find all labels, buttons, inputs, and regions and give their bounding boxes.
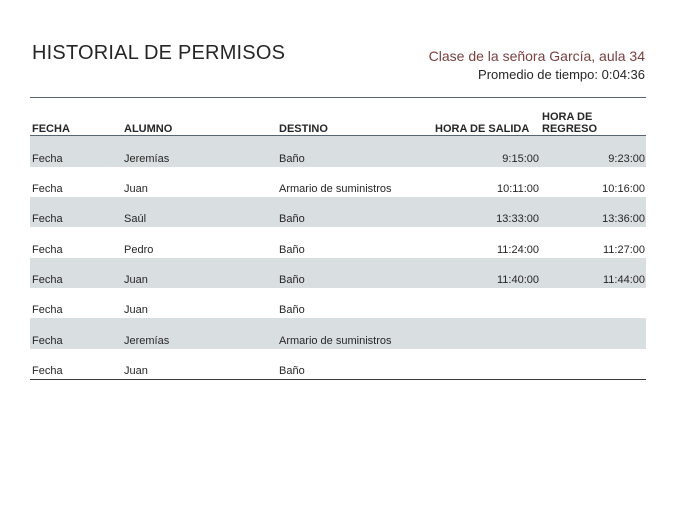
cell-destino[interactable]: Baño [277,258,433,288]
cell-alumno[interactable]: Jeremías [122,318,277,348]
cell-regreso[interactable] [540,318,646,348]
table-row [30,197,646,227]
cell-destino[interactable]: Baño [277,136,433,167]
column-header-fecha[interactable]: FECHA [30,111,122,136]
header-divider [30,97,646,98]
table-row [30,258,646,288]
cell-salida[interactable]: 9:15:00 [433,136,540,167]
cell-regreso[interactable] [540,288,646,318]
cell-alumno[interactable]: Juan [122,349,277,379]
average-time-label: Promedio de tiempo: [478,67,598,82]
cell-salida[interactable]: 11:40:00 [433,258,540,288]
cell-destino[interactable]: Armario de suministros [277,318,433,348]
table-row [30,318,646,348]
cell-salida[interactable] [433,288,540,318]
cell-salida[interactable]: 11:24:00 [496,243,539,256]
cell-salida[interactable] [433,349,540,379]
cell-regreso[interactable]: 11:27:00 [602,243,645,256]
hall-pass-table [30,111,646,380]
cell-salida[interactable]: 13:33:00 [433,197,540,227]
cell-alumno[interactable]: Pedro [124,243,154,256]
table-row [30,167,646,197]
table-row [30,136,646,167]
cell-regreso[interactable]: 11:44:00 [540,258,646,288]
cell-regreso[interactable]: 10:16:00 [602,182,645,195]
cell-alumno[interactable]: Jeremías [122,136,277,167]
cell-regreso[interactable]: 9:23:00 [540,136,646,167]
cell-fecha[interactable]: Fecha [30,136,122,167]
cell-salida[interactable] [433,318,540,348]
cell-alumno[interactable]: Juan [124,182,148,195]
average-time-value: 0:04:36 [601,67,645,82]
cell-fecha[interactable]: Fecha [32,243,63,256]
cell-fecha[interactable]: Fecha [30,258,122,288]
cell-destino[interactable]: Baño [279,304,305,317]
column-header-hora-regreso[interactable]: HORA DE REGRESO [540,111,646,136]
cell-fecha[interactable]: Fecha [30,197,122,227]
cell-alumno[interactable]: Juan [122,258,277,288]
cell-fecha[interactable]: Fecha [32,304,63,317]
cell-fecha[interactable]: Fecha [30,318,122,348]
cell-destino[interactable]: Armario de suministros [279,182,392,195]
column-header-hora-salida[interactable]: HORA DE SALIDA [433,111,540,136]
cell-alumno[interactable]: Juan [124,304,148,317]
cell-destino[interactable]: Baño [277,349,433,379]
cell-destino[interactable]: Baño [277,197,433,227]
page-title: HISTORIAL DE PERMISOS [32,42,286,64]
cell-fecha[interactable]: Fecha [32,182,63,195]
table-row [30,288,646,318]
class-info: Clase de la señora García, aula 34 [428,48,645,64]
column-header-alumno[interactable]: ALUMNO [122,111,277,136]
table-header-row [30,111,646,136]
cell-alumno[interactable]: Saúl [122,197,277,227]
cell-salida[interactable]: 10:11:00 [496,182,539,195]
column-header-destino[interactable]: DESTINO [277,111,433,136]
cell-regreso[interactable] [540,349,646,379]
table-row [30,349,646,379]
average-time [478,67,645,82]
cell-fecha[interactable]: Fecha [30,349,122,379]
cell-regreso[interactable]: 13:36:00 [540,197,646,227]
cell-destino[interactable]: Baño [279,243,305,256]
table-row [30,227,646,257]
